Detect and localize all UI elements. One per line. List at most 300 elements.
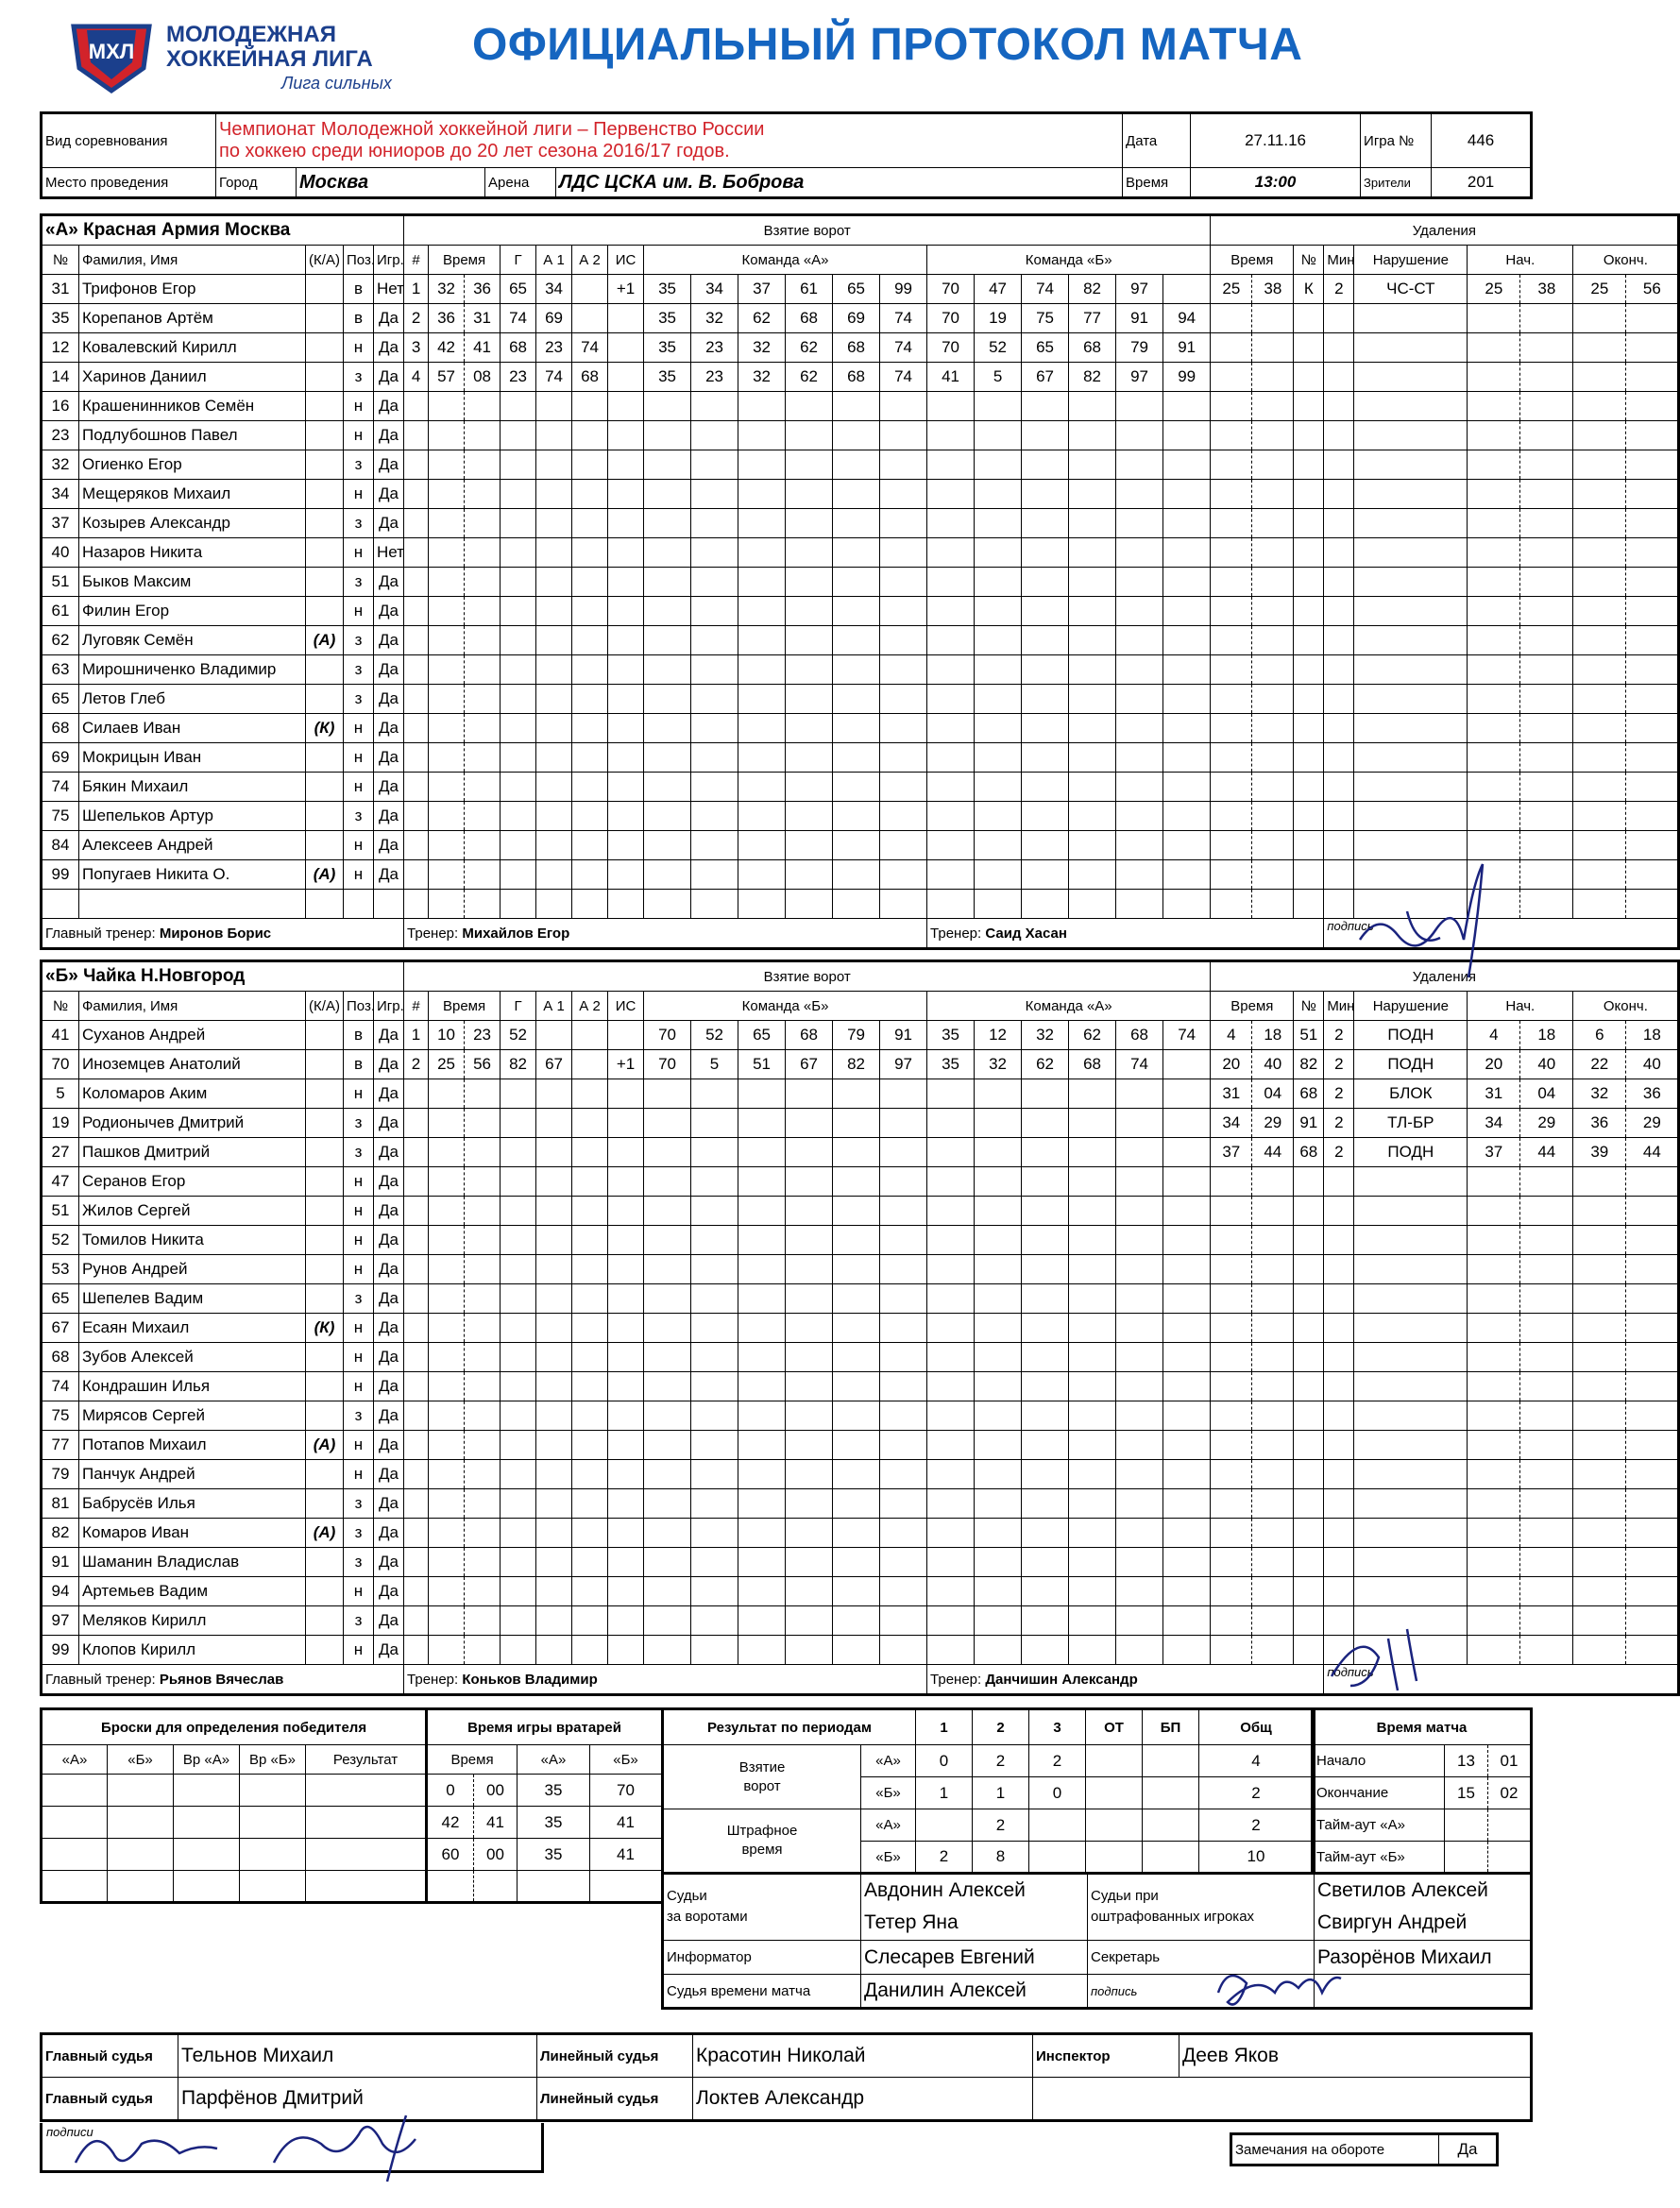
player-no: 19 bbox=[42, 1109, 79, 1138]
pim-b-so bbox=[1143, 1842, 1199, 1874]
pen-end-sec: 18 bbox=[1626, 1021, 1679, 1050]
goals-label-2: ворот bbox=[743, 1777, 781, 1794]
main-referee-2: Парфёнов Дмитрий bbox=[178, 2078, 537, 2121]
player-no: 67 bbox=[42, 1314, 79, 1343]
player-name: Бякин Михаил bbox=[79, 773, 306, 802]
remarks-label: Замечания на обороте bbox=[1231, 2134, 1439, 2166]
player-played: Да bbox=[374, 1050, 404, 1079]
pim-b-p2: 8 bbox=[973, 1842, 1029, 1874]
date-value: 27.11.16 bbox=[1191, 113, 1361, 168]
goalie-min: 42 bbox=[427, 1807, 474, 1839]
goal-judges-label bbox=[663, 1873, 861, 1941]
goal-situation bbox=[608, 363, 644, 392]
time-value: 13:00 bbox=[1191, 168, 1361, 198]
goal-own-player: 32 bbox=[738, 333, 786, 363]
player-no: 37 bbox=[42, 509, 79, 538]
period-results-table bbox=[661, 1707, 1315, 1875]
shootout-col-gk-b: Вр «Б» bbox=[240, 1745, 306, 1775]
shootout-col-a: «А» bbox=[42, 1745, 108, 1775]
goal-opp-player: 68 bbox=[1116, 1021, 1163, 1050]
goal-own-player: 35 bbox=[644, 363, 691, 392]
match-end-label: Окончание bbox=[1313, 1777, 1445, 1809]
goal-opp-player: 68 bbox=[1069, 1050, 1116, 1079]
player-no: 91 bbox=[42, 1548, 79, 1577]
goals-b-total: 2 bbox=[1199, 1777, 1315, 1809]
pen-end-min: 39 bbox=[1573, 1138, 1626, 1167]
player-name: Иноземцев Анатолий bbox=[79, 1050, 306, 1079]
team-a-head-coach bbox=[42, 919, 404, 949]
player-name: Шепельков Артур bbox=[79, 802, 306, 831]
goal-own-player: 69 bbox=[833, 304, 880, 333]
player-row bbox=[42, 304, 1679, 333]
player-name: Комаров Иван bbox=[79, 1519, 306, 1548]
shootout-table bbox=[40, 1707, 428, 1904]
player-played: Нет bbox=[374, 275, 404, 304]
spectators-value: 201 bbox=[1432, 168, 1532, 198]
pen-sec: 18 bbox=[1252, 1021, 1294, 1050]
player-role bbox=[306, 1138, 344, 1167]
player-role: (А) bbox=[306, 626, 344, 655]
player-row bbox=[42, 1167, 1679, 1197]
player-row bbox=[42, 363, 1679, 392]
col-own-team: Команда «А» bbox=[644, 246, 927, 275]
team-b-sign-label: подпись bbox=[1324, 1665, 1679, 1695]
col-is: ИС bbox=[608, 992, 644, 1021]
player-pos: з bbox=[344, 655, 374, 685]
player-pos: з bbox=[344, 626, 374, 655]
player-no: 41 bbox=[42, 1021, 79, 1050]
pen-infraction: ЧС-СТ bbox=[1354, 275, 1468, 304]
player-name: Зубов Алексей bbox=[79, 1343, 306, 1372]
goal-min: 36 bbox=[429, 304, 465, 333]
goals-b-p3: 0 bbox=[1029, 1777, 1086, 1809]
player-role: (К) bbox=[306, 714, 344, 743]
pen-sec: 04 bbox=[1252, 1079, 1294, 1109]
secretary-name: Разорёнов Михаил bbox=[1315, 1941, 1532, 1975]
player-pos: з bbox=[344, 363, 374, 392]
period-col-3: 3 bbox=[1029, 1709, 1086, 1745]
player-played: Да bbox=[374, 1577, 404, 1606]
goal-judge-2: Тетер Яна bbox=[864, 1911, 959, 1933]
player-row bbox=[42, 1343, 1679, 1372]
player-no: 79 bbox=[42, 1460, 79, 1489]
game-no-value: 446 bbox=[1432, 113, 1532, 168]
player-pos: з bbox=[344, 1489, 374, 1519]
goal-own-player: 32 bbox=[738, 363, 786, 392]
pim-b-ot bbox=[1086, 1842, 1143, 1874]
goalie-sec: 00 bbox=[474, 1839, 518, 1871]
goal-judges bbox=[861, 1873, 1088, 1941]
player-played: Да bbox=[374, 363, 404, 392]
player-no: 31 bbox=[42, 275, 79, 304]
player-row bbox=[42, 392, 1679, 421]
col-pos: Поз. bbox=[344, 246, 374, 275]
player-name: Ковалевский Кирилл bbox=[79, 333, 306, 363]
goals-a-so bbox=[1143, 1745, 1199, 1777]
col-g: Г bbox=[501, 246, 536, 275]
player-played: Да bbox=[374, 1460, 404, 1489]
penalty-judges-label-2: оштрафованных игроках bbox=[1091, 1908, 1255, 1925]
referee-signatures-label: подписи bbox=[46, 2125, 93, 2139]
player-no: 97 bbox=[42, 1606, 79, 1636]
player-pos: з bbox=[344, 1606, 374, 1636]
team-a-goals-header: Взятие ворот bbox=[404, 215, 1211, 246]
goal-own-player: 65 bbox=[833, 275, 880, 304]
goal-opp-player: 94 bbox=[1163, 304, 1211, 333]
pen-minutes: 2 bbox=[1324, 1021, 1354, 1050]
goal-opp-player: 79 bbox=[1116, 333, 1163, 363]
player-pos: н bbox=[344, 743, 374, 773]
goalie-col-a: «А» bbox=[518, 1745, 590, 1775]
player-pos: з bbox=[344, 685, 374, 714]
goal-opp-player: 97 bbox=[1116, 363, 1163, 392]
player-row bbox=[42, 1226, 1679, 1255]
player-no: 82 bbox=[42, 1519, 79, 1548]
player-no: 75 bbox=[42, 1401, 79, 1431]
goal-opp-player: 35 bbox=[927, 1021, 975, 1050]
goalie-row bbox=[427, 1775, 663, 1807]
pen-infraction: ПОДН bbox=[1354, 1138, 1468, 1167]
player-no: 35 bbox=[42, 304, 79, 333]
player-played: Да bbox=[374, 1606, 404, 1636]
player-name: Клопов Кирилл bbox=[79, 1636, 306, 1665]
pen-sec: 44 bbox=[1252, 1138, 1294, 1167]
player-pos: з bbox=[344, 1519, 374, 1548]
pen-start-sec: 04 bbox=[1520, 1079, 1573, 1109]
goal-min: 10 bbox=[429, 1021, 465, 1050]
player-row bbox=[42, 1519, 1679, 1548]
pen-sec: 29 bbox=[1252, 1109, 1294, 1138]
team-a-coach-1 bbox=[404, 919, 927, 949]
goal-own-player: 35 bbox=[644, 333, 691, 363]
player-name: Подлубошнов Павел bbox=[79, 421, 306, 450]
col-a2: А 2 bbox=[572, 992, 608, 1021]
competition-name bbox=[216, 113, 1123, 168]
player-row bbox=[42, 1050, 1679, 1079]
player-role bbox=[306, 831, 344, 860]
pim-team-a: «А» bbox=[861, 1809, 916, 1842]
player-pos: н bbox=[344, 1255, 374, 1284]
main-referee-1: Тельнов Михаил bbox=[178, 2034, 537, 2078]
player-row bbox=[42, 1284, 1679, 1314]
player-played: Да bbox=[374, 1343, 404, 1372]
player-played: Да bbox=[374, 568, 404, 597]
shootout-row bbox=[42, 1871, 427, 1903]
player-name: Быков Максим bbox=[79, 568, 306, 597]
timeout-a-label: Тайм-аут «А» bbox=[1313, 1809, 1445, 1842]
pen-start-sec: 40 bbox=[1520, 1050, 1573, 1079]
pen-min: 31 bbox=[1211, 1079, 1252, 1109]
goal-opp-player: 62 bbox=[1022, 1050, 1069, 1079]
player-no: 23 bbox=[42, 421, 79, 450]
player-no: 74 bbox=[42, 773, 79, 802]
player-name: Меляков Кирилл bbox=[79, 1606, 306, 1636]
goal-judges-label-1: Судьи bbox=[667, 1887, 707, 1904]
player-row bbox=[42, 450, 1679, 480]
pim-label-1: Штрафное bbox=[726, 1823, 798, 1839]
goal-scorer: 52 bbox=[501, 1021, 536, 1050]
pim-b-p1: 2 bbox=[916, 1842, 973, 1874]
period-col-2: 2 bbox=[973, 1709, 1029, 1745]
player-no: 81 bbox=[42, 1489, 79, 1519]
timeout-b-label: Тайм-аут «Б» bbox=[1313, 1842, 1445, 1874]
linesman-2: Локтев Александр bbox=[693, 2078, 1033, 2121]
player-played: Да bbox=[374, 655, 404, 685]
player-no: 69 bbox=[42, 743, 79, 773]
goalie-min: 0 bbox=[427, 1775, 474, 1807]
player-pos: в bbox=[344, 1021, 374, 1050]
goal-situation: +1 bbox=[608, 1050, 644, 1079]
player-role bbox=[306, 1050, 344, 1079]
pen-min: 37 bbox=[1211, 1138, 1252, 1167]
goal-own-player: 32 bbox=[691, 304, 738, 333]
pen-infraction: ТЛ-БР bbox=[1354, 1109, 1468, 1138]
player-no: 40 bbox=[42, 538, 79, 568]
player-no: 77 bbox=[42, 1431, 79, 1460]
goalie-col-time: Время bbox=[427, 1745, 518, 1775]
team-b-coach-1 bbox=[404, 1665, 927, 1695]
goal-own-player: 62 bbox=[738, 304, 786, 333]
col-play: Игр. bbox=[374, 246, 404, 275]
competition-line2: по хоккею среди юниоров до 20 лет сезона 2016/17 годов. bbox=[219, 141, 730, 161]
pen-end-sec: 44 bbox=[1626, 1138, 1679, 1167]
player-role bbox=[306, 802, 344, 831]
pim-b-p3 bbox=[1029, 1842, 1086, 1874]
col-is: ИС bbox=[608, 246, 644, 275]
player-row bbox=[42, 538, 1679, 568]
periods-title: Результат по периодам bbox=[663, 1709, 916, 1745]
player-name: Трифонов Егор bbox=[79, 275, 306, 304]
player-pos: в bbox=[344, 275, 374, 304]
col-pen-min: Мин bbox=[1324, 992, 1354, 1021]
player-no: 99 bbox=[42, 860, 79, 890]
goalie-col-b: «Б» bbox=[590, 1745, 663, 1775]
pen-player: 68 bbox=[1294, 1079, 1324, 1109]
player-name: Мокрицын Иван bbox=[79, 743, 306, 773]
goal-own-player: 35 bbox=[644, 304, 691, 333]
player-row bbox=[42, 1372, 1679, 1401]
goal-opp-player: 32 bbox=[975, 1050, 1022, 1079]
pen-min: 25 bbox=[1211, 275, 1252, 304]
team-a-section bbox=[40, 213, 1680, 950]
player-row bbox=[42, 685, 1679, 714]
col-goal-time: Время bbox=[429, 246, 501, 275]
goal-no: 1 bbox=[404, 1021, 429, 1050]
goal-sec: 41 bbox=[465, 333, 501, 363]
goal-opp-player: 77 bbox=[1069, 304, 1116, 333]
pen-min: 20 bbox=[1211, 1050, 1252, 1079]
player-pos: з bbox=[344, 1109, 374, 1138]
goals-a-p3: 2 bbox=[1029, 1745, 1086, 1777]
col-goal-no: # bbox=[404, 246, 429, 275]
team-b-section bbox=[40, 960, 1680, 1696]
player-name: Есаян Михаил bbox=[79, 1314, 306, 1343]
col-a2: А 2 bbox=[572, 246, 608, 275]
player-role: (А) bbox=[306, 1519, 344, 1548]
goal-no: 1 bbox=[404, 275, 429, 304]
col-name bbox=[79, 246, 306, 275]
player-role bbox=[306, 1577, 344, 1606]
linesman-label-2: Линейный судья bbox=[537, 2078, 693, 2121]
goal-opp-player: 74 bbox=[1022, 275, 1069, 304]
player-no: 32 bbox=[42, 450, 79, 480]
pen-minutes: 2 bbox=[1324, 275, 1354, 304]
goal-sec: 08 bbox=[465, 363, 501, 392]
goals-a-p2: 2 bbox=[973, 1745, 1029, 1777]
goal-situation bbox=[608, 304, 644, 333]
pim-a-p1 bbox=[916, 1809, 973, 1842]
goal-opp-player: 91 bbox=[1163, 333, 1211, 363]
goal-own-player: 5 bbox=[691, 1050, 738, 1079]
match-end-hh: 15 bbox=[1445, 1777, 1488, 1809]
col-name-label: Фамилия, Имя bbox=[82, 251, 178, 268]
goal-assist-1: 69 bbox=[536, 304, 572, 333]
pen-start-sec: 29 bbox=[1520, 1109, 1573, 1138]
goal-sec: 36 bbox=[465, 275, 501, 304]
goal-scorer: 82 bbox=[501, 1050, 536, 1079]
player-pos: з bbox=[344, 802, 374, 831]
goal-no: 2 bbox=[404, 304, 429, 333]
player-pos: в bbox=[344, 304, 374, 333]
pim-a-ot bbox=[1086, 1809, 1143, 1842]
logo-badge: МХЛ bbox=[88, 40, 135, 63]
goal-own-player: 37 bbox=[738, 275, 786, 304]
col-pen-time: Время bbox=[1211, 246, 1294, 275]
goal-opp-player: 41 bbox=[927, 363, 975, 392]
col-name-label: Фамилия, Имя bbox=[82, 997, 178, 1014]
penalty-judge-1: Светилов Алексей bbox=[1317, 1878, 1488, 1901]
player-pos: н bbox=[344, 538, 374, 568]
player-name: Шепелев Вадим bbox=[79, 1284, 306, 1314]
player-role bbox=[306, 685, 344, 714]
player-row bbox=[42, 655, 1679, 685]
col-name bbox=[79, 992, 306, 1021]
period-col-so: БП bbox=[1143, 1709, 1199, 1745]
pen-player: К bbox=[1294, 275, 1324, 304]
player-name: Летов Глеб bbox=[79, 685, 306, 714]
pen-start-min: 37 bbox=[1468, 1138, 1520, 1167]
goal-opp-player: 91 bbox=[1116, 304, 1163, 333]
pim-team-b: «Б» bbox=[861, 1842, 916, 1874]
goal-own-player: 52 bbox=[691, 1021, 738, 1050]
penalty-judges-label bbox=[1088, 1873, 1315, 1941]
col-pen-start: Нач. bbox=[1468, 992, 1573, 1021]
player-played: Да bbox=[374, 304, 404, 333]
player-played: Да bbox=[374, 831, 404, 860]
col-pen-min: Мин bbox=[1324, 246, 1354, 275]
player-played: Да bbox=[374, 1636, 404, 1665]
goal-opp-player: 67 bbox=[1022, 363, 1069, 392]
goal-assist-2: 74 bbox=[572, 333, 608, 363]
player-played: Да bbox=[374, 1548, 404, 1577]
competition-label: Вид соревнования bbox=[42, 113, 216, 168]
player-row bbox=[42, 773, 1679, 802]
goal-opp-player: 75 bbox=[1022, 304, 1069, 333]
player-role bbox=[306, 275, 344, 304]
player-role bbox=[306, 1460, 344, 1489]
player-role bbox=[306, 655, 344, 685]
player-row bbox=[42, 597, 1679, 626]
timekeeper-name: Данилин Алексей bbox=[861, 1975, 1088, 2009]
player-no: 47 bbox=[42, 1167, 79, 1197]
player-row bbox=[42, 802, 1679, 831]
player-row bbox=[42, 1021, 1679, 1050]
secretary-sign-label: подпись bbox=[1088, 1975, 1315, 2009]
goalie-b: 41 bbox=[590, 1839, 663, 1871]
player-role bbox=[306, 538, 344, 568]
mhl-logo-icon bbox=[68, 21, 155, 93]
city-label: Город bbox=[216, 168, 297, 198]
goalie-a: 35 bbox=[518, 1807, 590, 1839]
goal-own-player: 68 bbox=[833, 333, 880, 363]
player-role bbox=[306, 363, 344, 392]
player-played: Да bbox=[374, 1314, 404, 1343]
col-goal-no: # bbox=[404, 992, 429, 1021]
player-name: Потапов Михаил bbox=[79, 1431, 306, 1460]
goalie-min: 60 bbox=[427, 1839, 474, 1871]
goal-min: 25 bbox=[429, 1050, 465, 1079]
match-info-table bbox=[40, 111, 1533, 199]
head-coach-name: Рьянов Вячеслав bbox=[159, 1671, 284, 1688]
pen-sec: 38 bbox=[1252, 275, 1294, 304]
shootout-col-b: «Б» bbox=[108, 1745, 174, 1775]
goal-opp-player: 62 bbox=[1069, 1021, 1116, 1050]
b-team-table bbox=[40, 960, 1680, 1696]
player-name: Попугаев Никита О. bbox=[79, 860, 306, 890]
goals-a-ot bbox=[1086, 1745, 1143, 1777]
player-name: Суханов Андрей bbox=[79, 1021, 306, 1050]
goal-assist-2 bbox=[572, 1021, 608, 1050]
col-pen-no: № bbox=[1294, 992, 1324, 1021]
player-row bbox=[42, 1489, 1679, 1519]
match-start-hh: 13 bbox=[1445, 1745, 1488, 1777]
player-row bbox=[42, 1197, 1679, 1226]
player-name: Козырев Александр bbox=[79, 509, 306, 538]
main-referee-label-1: Главный судья bbox=[42, 2034, 178, 2078]
player-pos: з bbox=[344, 1284, 374, 1314]
goalie-row bbox=[427, 1839, 663, 1871]
player-role bbox=[306, 1226, 344, 1255]
player-no: 99 bbox=[42, 1636, 79, 1665]
pen-start-sec: 44 bbox=[1520, 1138, 1573, 1167]
player-played: Да bbox=[374, 802, 404, 831]
goal-own-player: 74 bbox=[880, 333, 927, 363]
player-role bbox=[306, 450, 344, 480]
player-pos: н bbox=[344, 1197, 374, 1226]
player-no: 5 bbox=[42, 1079, 79, 1109]
goal-own-player: 62 bbox=[786, 363, 833, 392]
goal-own-player: 70 bbox=[644, 1021, 691, 1050]
pen-infraction: ПОДН bbox=[1354, 1050, 1468, 1079]
player-name: Назаров Никита bbox=[79, 538, 306, 568]
player-role bbox=[306, 509, 344, 538]
player-no: 14 bbox=[42, 363, 79, 392]
goal-own-player: 99 bbox=[880, 275, 927, 304]
a-team-table bbox=[40, 213, 1680, 950]
goal-own-player: 23 bbox=[691, 363, 738, 392]
player-role bbox=[306, 1343, 344, 1372]
pen-end-min: 36 bbox=[1573, 1109, 1626, 1138]
player-pos: н bbox=[344, 1343, 374, 1372]
goal-assist-2 bbox=[572, 275, 608, 304]
logo-slogan: Лига сильных bbox=[281, 74, 392, 93]
player-name: Луговяк Семён bbox=[79, 626, 306, 655]
team-b-title: «Б» Чайка Н.Новгород bbox=[42, 961, 404, 992]
col-a1: А 1 bbox=[536, 992, 572, 1021]
linesman-label-1: Линейный судья bbox=[537, 2034, 693, 2078]
player-row bbox=[42, 626, 1679, 655]
player-name: Кондрашин Илья bbox=[79, 1372, 306, 1401]
